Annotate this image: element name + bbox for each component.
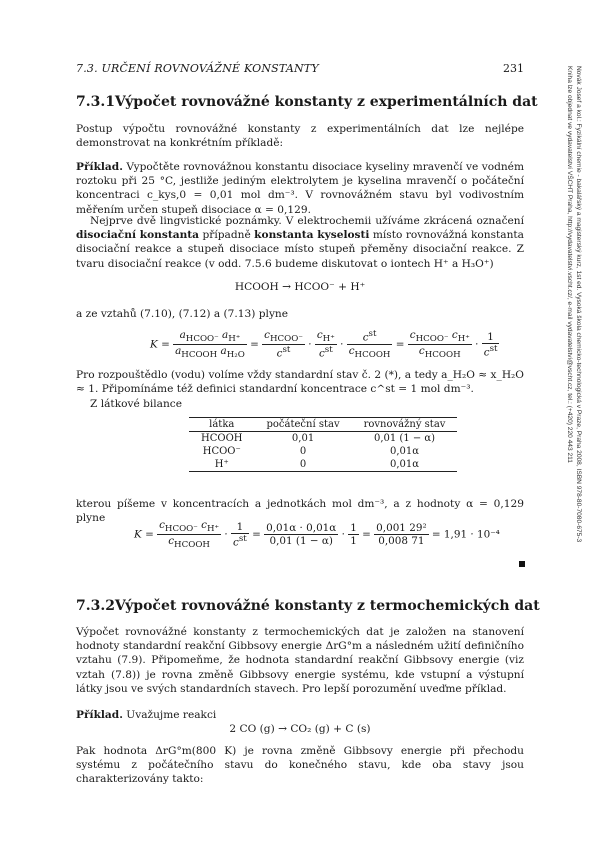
section-title: Výpočet rovnovážné konstanty z experimentálních dat — [114, 94, 538, 110]
material-balance-table — [189, 417, 457, 472]
table-header: rovnovážný stav — [352, 418, 458, 432]
table-cell: 0 — [299, 446, 307, 457]
table-header: počáteční stav — [255, 418, 352, 432]
citation-line-1: Novák Josef a kol.: Fyzikální chemie - bakalářský a magisterský kurz, 1st ed. Vysoká škola chemicko-technologická v Praze, Praha 2008, ISBN 978-80-7080-675-3 — [575, 66, 582, 543]
p2-text-a: Nejprve dvě lingvistické poznámky. V elektrochemii užíváme zkrácená označení — [90, 215, 524, 227]
p2-text-c: případně — [199, 229, 255, 242]
citation-line-2: Kniha lze objednat ve vydavatelství VŠCHT Praha, http://vydavatelstvi.vscht.cz/, e-mail vydavatelstvi@vscht.cz, tel.: (+420) 220 443 211 — [566, 66, 573, 463]
table-cell: H⁺ — [214, 459, 229, 470]
equilibrium-constant-equation: K = $\frac{a_{HCOO^-} a_{H^+}}{a_{HCOOH} a_{H_2O}}$ = $\frac{c_{HCOO^-}}{c^{st}}$ · $\frac{c_{H^+}}{c^{st}}$ · $\frac{c^{st}}{c_{HCOOH}}$ = $\frac{c_{HCOO^-} c_{H^+}}{c_{HCOOH}}$ · $\frac{1}{c^{st}}$ — [150, 329, 498, 361]
co-reaction-equation: 2 CO (g) → CO₂ (g) + C (s) — [229, 723, 371, 735]
example-text: Vypočtěte rovnovážnou konstantu disociace kyseliny mravenčí ve vodném roztoku při 25 °C, jestliže jediným elektrolytem je kyselina mravenčí o počáteční koncentraci c_kys,0 = 0,01 mol dm⁻³. V rovnovážném stavu byl vodivostním měřením určen stupeň disociace α = 0,129. — [76, 161, 524, 216]
table-cell: 0,01α — [390, 459, 420, 470]
result-value: 1,91 · 10⁻⁴ — [443, 528, 500, 541]
section-number: 7.3.1 — [76, 94, 115, 110]
solvent-note: Pro rozpouštědlo (vodu) volíme vždy standardní stav č. 2 (*), a tedy a_H₂O ≈ x_H₂O ≈ 1. Připomínáme též definici standardní koncentrace c^st = 1 mol dm⁻³. — [76, 369, 524, 396]
example-paragraph — [76, 160, 524, 217]
gibbs-paragraph: Pak hodnota ΔrG°m(800 K) je rovna změně Gibbsovy energie při přechodu systému z počátečního stavu do konečného stavu, kde oba stavy jsou charakterizovány takto: — [76, 745, 524, 786]
term-acidity-constant: konstanta kyselosti — [254, 229, 370, 242]
example-paragraph-2 — [76, 708, 524, 722]
example-text: Uvažujme reakci — [126, 709, 217, 721]
relations-text: a ze vztahů (7.10), (7.12) a (7.13) plyne — [76, 308, 289, 320]
table-row — [189, 445, 457, 458]
balance-intro: Z látkové bilance — [90, 398, 183, 410]
term-dissociation-constant: disociační konstanta — [76, 229, 200, 242]
thermochem-paragraph: Výpočet rovnovážné konstanty z termochemických dat je založen na stanovení hodnoty standardní reakční Gibbsovy energie ΔrG°m a následném užití definičního vztahu (7.9). Připomeňme, že hodnota standardní reakční Gibbsovy energie (viz vztah (7.8)) je rovna změně Gibbsovy energie systému, kde vstupní a výstupní látky jsou ve svých standardních stavech. Pro lepší porozumění uveďme příklad. — [76, 626, 524, 695]
end-of-example-mark — [519, 561, 525, 567]
reaction-equation: HCOOH → HCOO⁻ + H⁺ — [234, 281, 366, 293]
p2-text-d: místo rovnovážná konstanta disociační reakce a stupeň disociace místo stupeň přeměny disociační reakce. Z tvaru disociační reakce (v odd. 7.5.6 budeme diskutovat o iontech H⁺ a H₃O⁺) — [76, 229, 524, 270]
linguistic-paragraph — [76, 214, 524, 271]
result-equation: K = $\frac{c_{HCOO^-} c_{H^+}}{c_{HCOOH}}$ · $\frac{1}{c^{st}}$ = $\frac{0,01\alpha \cdot 0,01\alpha}{0,01 (1 - \alpha)}$ · $\frac{1}{1}$ = $\frac{\text{0,001 29²}}{0,008 71}$ = 1,91 · 10⁻⁴ — [134, 519, 500, 551]
table-cell: 0 — [299, 459, 307, 470]
table-row — [189, 458, 457, 472]
table-cell: HCOOH — [201, 433, 243, 444]
example-label: Příklad. — [76, 161, 123, 173]
intro-paragraph: Postup výpočtu rovnovážné konstanty z experimentálních dat lze nejlépe demonstrovat na konkrétním příkladě: — [76, 123, 524, 150]
side-citation — [560, 66, 592, 566]
example-label: Příklad. — [76, 709, 123, 721]
table-header: látka — [189, 418, 255, 432]
page-number: 231 — [503, 62, 524, 75]
table-cell: HCOO⁻ — [202, 446, 241, 457]
section-title: Výpočet rovnovážné konstanty z termochemických dat — [114, 598, 540, 614]
running-header — [76, 62, 524, 75]
section-heading-1 — [76, 94, 538, 110]
table-cell: 0,01 — [291, 433, 315, 444]
table-header-row — [189, 418, 457, 432]
after-table-text: kterou píšeme v koncentracích a jednotkách mol dm⁻³, a z hodnoty α = 0,129 plyne — [76, 498, 524, 525]
table-row — [189, 432, 457, 446]
section-heading-2 — [76, 598, 540, 614]
section-number: 7.3.2 — [76, 598, 115, 614]
table-cell: 0,01 (1 − α) — [373, 433, 436, 444]
running-header-title: 7.3. URČENÍ ROVNOVÁŽNÉ KONSTANTY — [76, 62, 319, 75]
table-cell: 0,01α — [390, 446, 420, 457]
